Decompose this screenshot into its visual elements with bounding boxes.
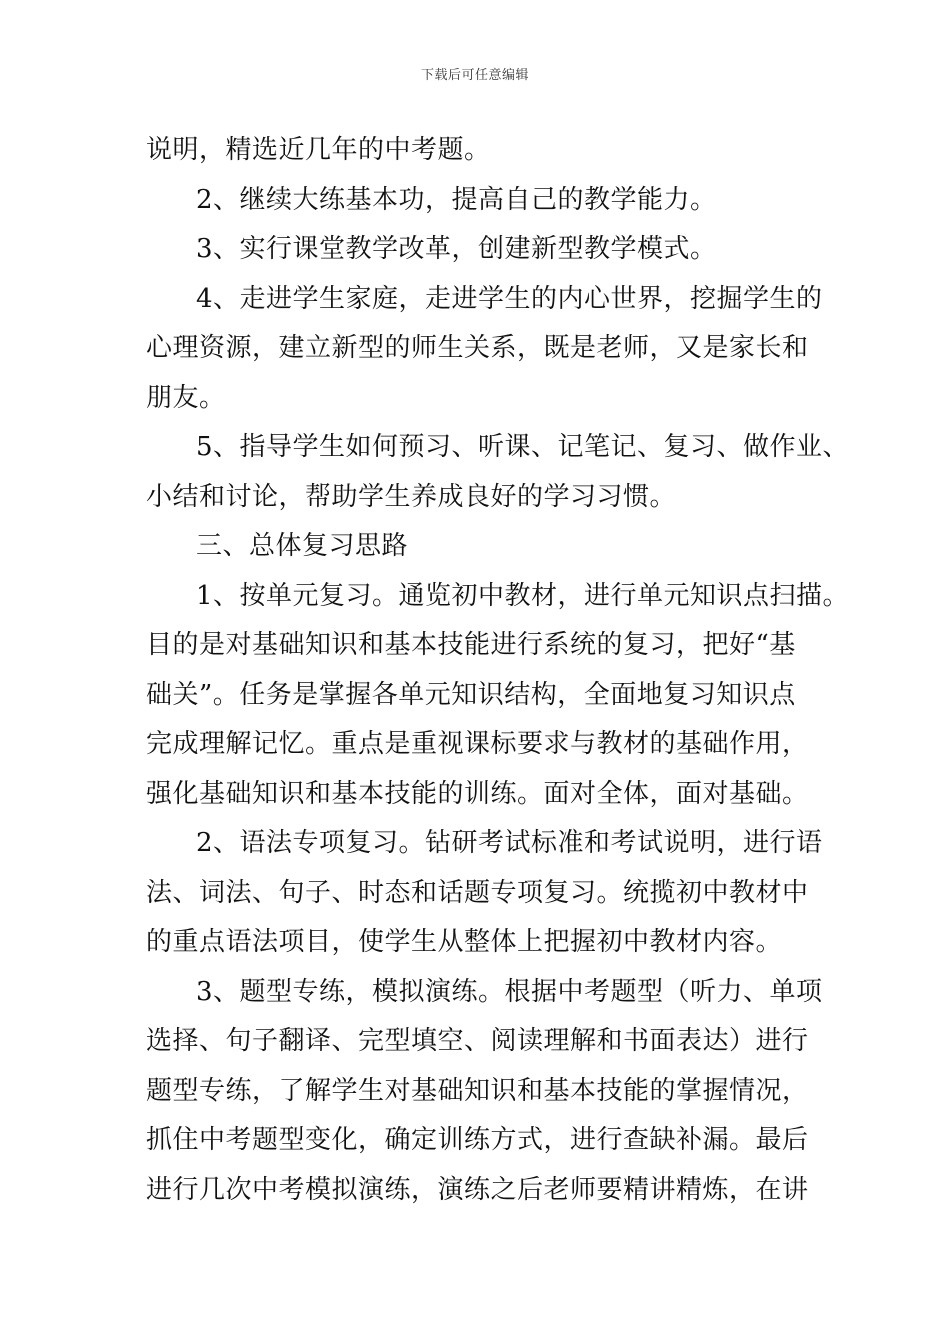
text-line: 4、走进学生家庭，走进学生的内心世界，挖掘学生的 (196, 283, 823, 314)
text-line: 目的是对基础知识和基本技能进行系统的复习，把好“基 (146, 630, 796, 660)
text-line: 心理资源，建立新型的师生关系，既是老师，又是家长和 (146, 333, 809, 363)
text-line: 朋友。 (146, 382, 226, 413)
text-line: 题型专练，了解学生对基础知识和基本技能的掌握情况， (146, 1075, 809, 1106)
text-line: 完成理解记忆。重点是重视课标要求与教材的基础作用， (146, 729, 809, 759)
text-line: 3、实行课堂教学改革，创建新型教学模式。 (196, 234, 717, 264)
text-line: 小结和讨论，帮助学生养成良好的学习习惯。 (146, 481, 677, 512)
section-heading: 三、总体复习思路 (196, 531, 409, 561)
text-line: 法、词法、句子、时态和话题专项复习。统揽初中教材中 (146, 877, 809, 908)
text-line: 1、按单元复习。通览初中教材，进行单元知识点扫描。 (196, 580, 850, 611)
text-line: 进行几次中考模拟演练，演练之后老师要精讲精炼，在讲 (146, 1174, 809, 1205)
text-line: 2、继续大练基本功，提高自己的教学能力。 (196, 184, 717, 215)
text-line: 的重点语法项目，使学生从整体上把握初中教材内容。 (146, 927, 783, 957)
text-line: 选择、句子翻译、完型填空、阅读理解和书面表达）进行 (146, 1026, 809, 1056)
text-line: 抓住中考题型变化，确定训练方式，进行查缺补漏。最后 (146, 1125, 809, 1155)
text-line: 强化基础知识和基本技能的训练。面对全体，面对基础。 (146, 778, 809, 809)
text-line: 础关”。任务是掌握各单元知识结构，全面地复习知识点 (146, 679, 796, 710)
text-line: 5、指导学生如何预习、听课、记笔记、复习、做作业、 (196, 432, 850, 462)
text-line: 说明，精选近几年的中考题。 (146, 135, 491, 165)
text-line: 3、题型专练，模拟演练。根据中考题型（听力、单项 (196, 976, 823, 1007)
text-line: 2、语法专项复习。钻研考试标准和考试说明，进行语 (196, 828, 823, 858)
document-body (146, 126, 850, 1215)
page-header: 下载后可任意编辑 (420, 68, 529, 83)
